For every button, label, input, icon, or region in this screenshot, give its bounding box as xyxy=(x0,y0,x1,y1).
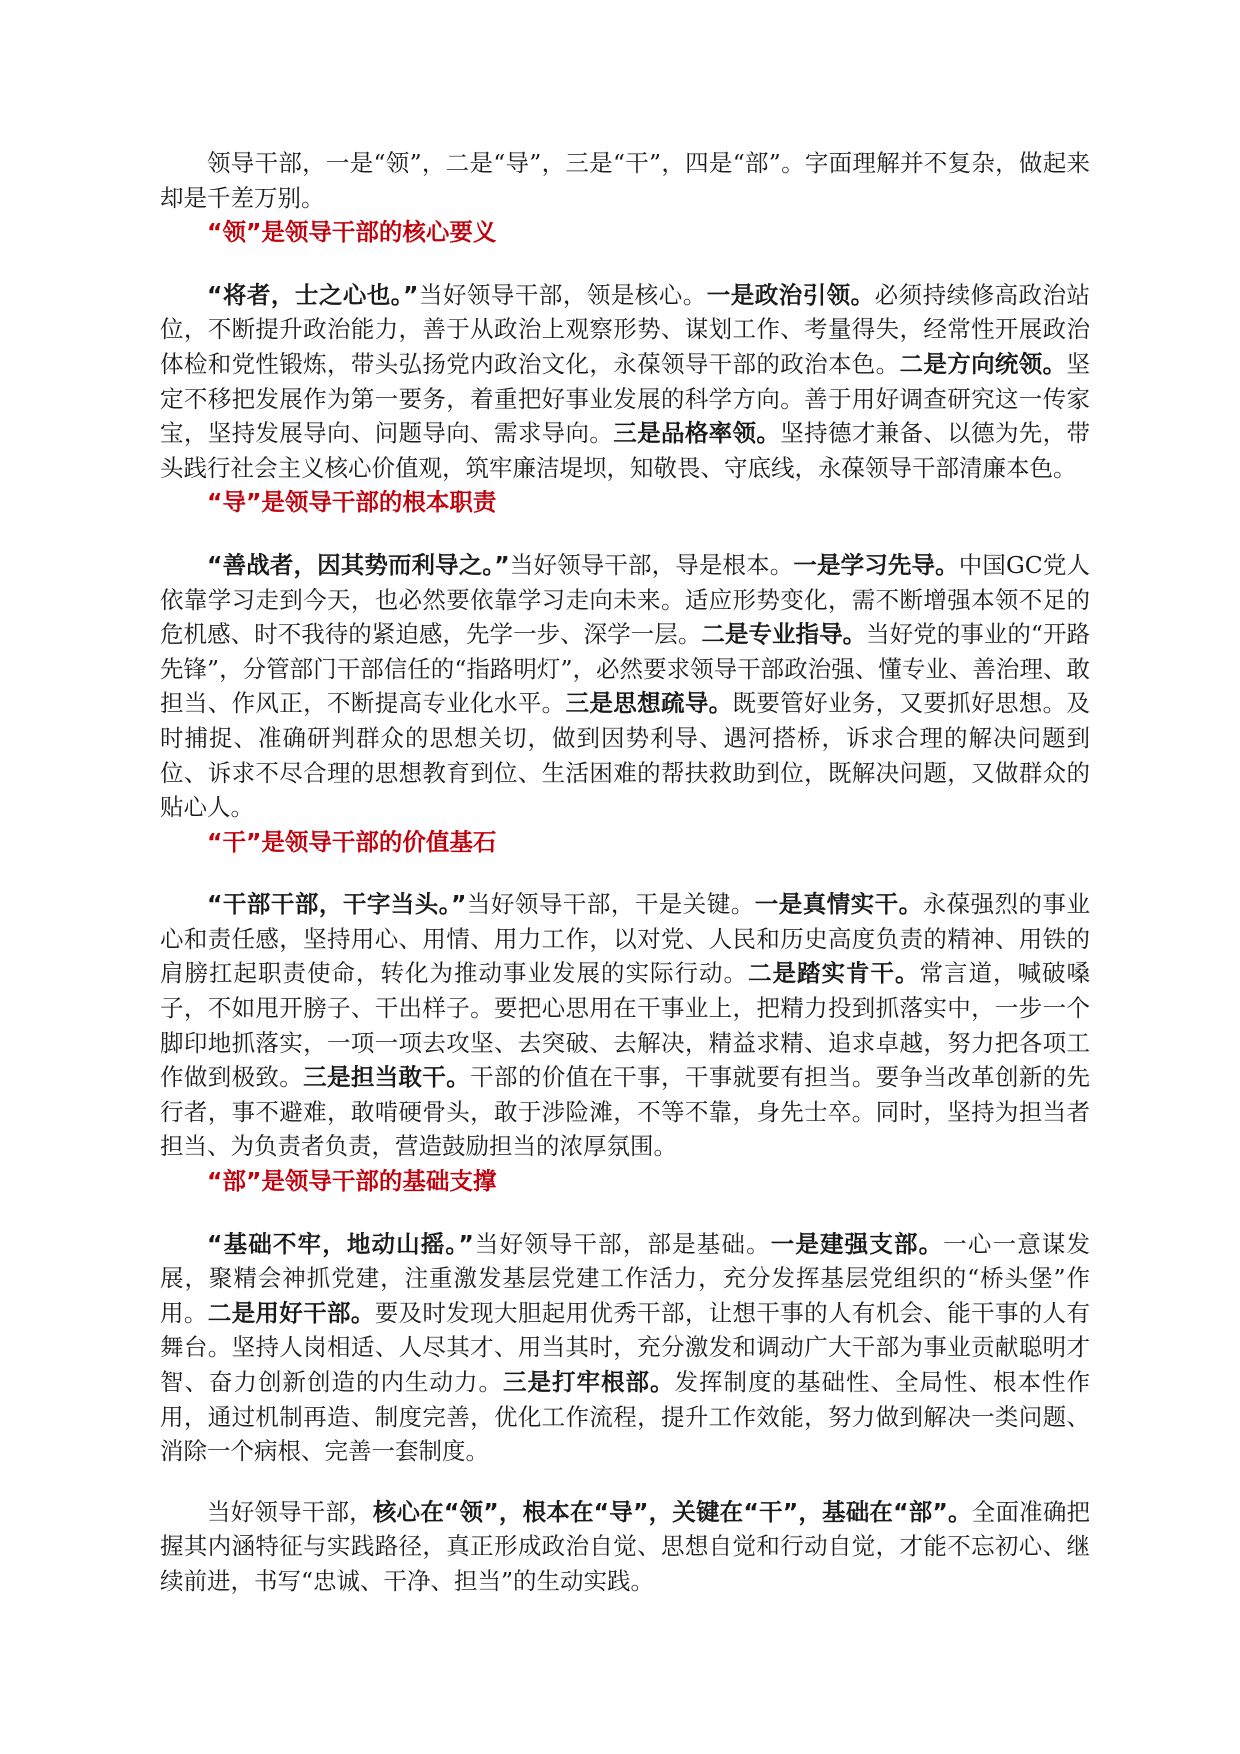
item-label: 三是思想疏导。 xyxy=(565,689,733,718)
item-label: 一是学习先导。 xyxy=(793,550,959,579)
section-paragraph xyxy=(160,548,1090,825)
section-quote: “善战者，因其势而利导之。” xyxy=(207,550,510,579)
item-label: 二是踏实肯干。 xyxy=(748,959,920,988)
conclusion-lead: 当好领导干部， xyxy=(207,1497,373,1526)
intro-text: 领导干部，一是“领”，二是“导”，三是“干”，四是“部”。字面理解并不复杂，做起来却是千差万别。 xyxy=(160,149,1090,212)
intro-paragraph xyxy=(160,146,1090,215)
item-text: 干部的价值在干事，干事就要有担当。要争当改革创新的先行者，事不避难，敢啃硬骨头，敢于涉险滩，不等不靠，身先士卒。同时，坚持为担当者担当、为负责者负责，营造鼓励担当的浓厚氛围。 xyxy=(160,1063,1091,1161)
item-label: 一是政治引领。 xyxy=(706,280,875,309)
section-paragraph xyxy=(160,887,1090,1164)
conclusion-bold: 核心在“领”，根本在“导”，关键在“干”，基础在“部”。 xyxy=(372,1497,972,1526)
item-label: 一是真情实干。 xyxy=(754,890,923,919)
section-heading: “部”是领导干部的基础支撑 xyxy=(207,1167,497,1196)
section-quote: “干部干部，干字当头。” xyxy=(207,890,467,919)
item-label: 一是建强支部。 xyxy=(770,1229,944,1258)
item-label: 三是担当敢干。 xyxy=(303,1063,471,1092)
document-page xyxy=(160,146,1090,1599)
conclusion-paragraph xyxy=(160,1495,1090,1599)
section-heading: “干”是领导干部的价值基石 xyxy=(207,827,497,856)
item-text: 当好党的事业的“开路先锋”，分管部门干部信任的“指路明灯”，必然要求领导干部政治强、懂专业、善治理、敢担当、作风正，不断提高专业化水平。 xyxy=(160,620,1091,718)
section-paragraph xyxy=(160,278,1090,486)
item-text: 坚定不移把发展作为第一要务，着重把好事业发展的科学方向。善于用好调查研究这一传家宝，坚持发展导向、问题导向、需求导向。 xyxy=(160,349,1091,448)
conclusion-text: 全面准确把握其内涵特征与实践路径，真正形成政治自觉、思想自觉和行动自觉，才能不忘初心、继续前进，书写“忠诚、干净、担当”的生动实践。 xyxy=(160,1497,1091,1595)
item-text: 中国GC党人依靠学习走到今天，也必然要依靠学习走向未来。适应形势变化，需不断增强本领不足的危机感、时不我待的紧迫感，先学一步、深学一层。 xyxy=(160,550,1091,649)
item-text: 既要管好业务，又要抓好思想。及时捕捉、准确研判群众的思想关切，做到因势利导、遇河搭桥，诉求合理的解决问题到位、诉求不尽合理的思想教育到位、生活困难的帮扶救助到位，既解决问题，又做群众的贴心人。 xyxy=(160,689,1091,822)
item-label: 二是用好干部。 xyxy=(207,1298,375,1327)
item-text: 要及时发现大胆起用优秀干部，让想干事的人有机会、能干事的人有舞台。坚持人岗相适、人尽其才、用当其时，充分激发和调动广大干部为事业贡献聪明才智、奋力创新创造的内生动力。 xyxy=(160,1298,1091,1396)
item-text: 常言道，喊破嗓子，不如甩开膀子、干出样子。要把心思用在干事业上，把精力投到抓落实中，一步一个脚印地抓落实，一项一项去攻坚、去突破、去解决，精益求精、追求卓越，努力把各项工作做到极致。 xyxy=(160,959,1090,1092)
item-text: 必须持续修高政治站位，不断提升政治能力，善于从政治上观察形势、谋划工作、考量得失，经常性开展政治体检和党性锻炼，带头弘扬党内政治文化，永葆领导干部的政治本色。 xyxy=(160,280,1091,378)
section-paragraph xyxy=(160,1227,1090,1469)
item-label: 二是专业指导。 xyxy=(701,620,867,649)
section-quote: “基础不牢，地动山摇。” xyxy=(207,1229,474,1258)
section-lead: 当好领导干部，干是关键。 xyxy=(466,890,755,919)
item-label: 三是打牢根部。 xyxy=(503,1368,675,1396)
item-text: 坚持德才兼备、以德为先，带头践行社会主义核心价值观，筑牢廉洁堤坝，知敬畏、守底线，永葆领导干部清廉本色。 xyxy=(160,419,1091,482)
item-label: 二是方向统领。 xyxy=(899,349,1067,378)
section-heading: “导”是领导干部的根本职责 xyxy=(207,488,497,517)
item-text: 永葆强烈的事业心和责任感，坚持用心、用情、用力工作，以对党、人民和历史高度负责的精神、用铁的肩膀扛起职责使命，转化为推动事业发展的实际行动。 xyxy=(160,890,1091,988)
item-text: 发挥制度的基础性、全局性、根本性作用，通过机制再造、制度完善，优化工作流程，提升工作效能，努力做到解决一类问题、消除一个病根、完善一套制度。 xyxy=(160,1368,1090,1466)
section-heading: “领”是领导干部的核心要义 xyxy=(207,218,497,247)
section-lead: 当好领导干部，部是基础。 xyxy=(473,1229,771,1258)
item-text: 一心一意谋发展，聚精会神抓党建，注重激发基层党建工作活力，充分发挥基层党组织的“桥头堡”作用。 xyxy=(160,1229,1091,1327)
section-lead: 当好领导干部，导是根本。 xyxy=(509,550,794,579)
section-lead: 当好领导干部，领是核心。 xyxy=(418,280,707,309)
item-label: 三是品格率领。 xyxy=(613,419,781,448)
section-quote: “将者，士之心也。” xyxy=(207,280,419,309)
